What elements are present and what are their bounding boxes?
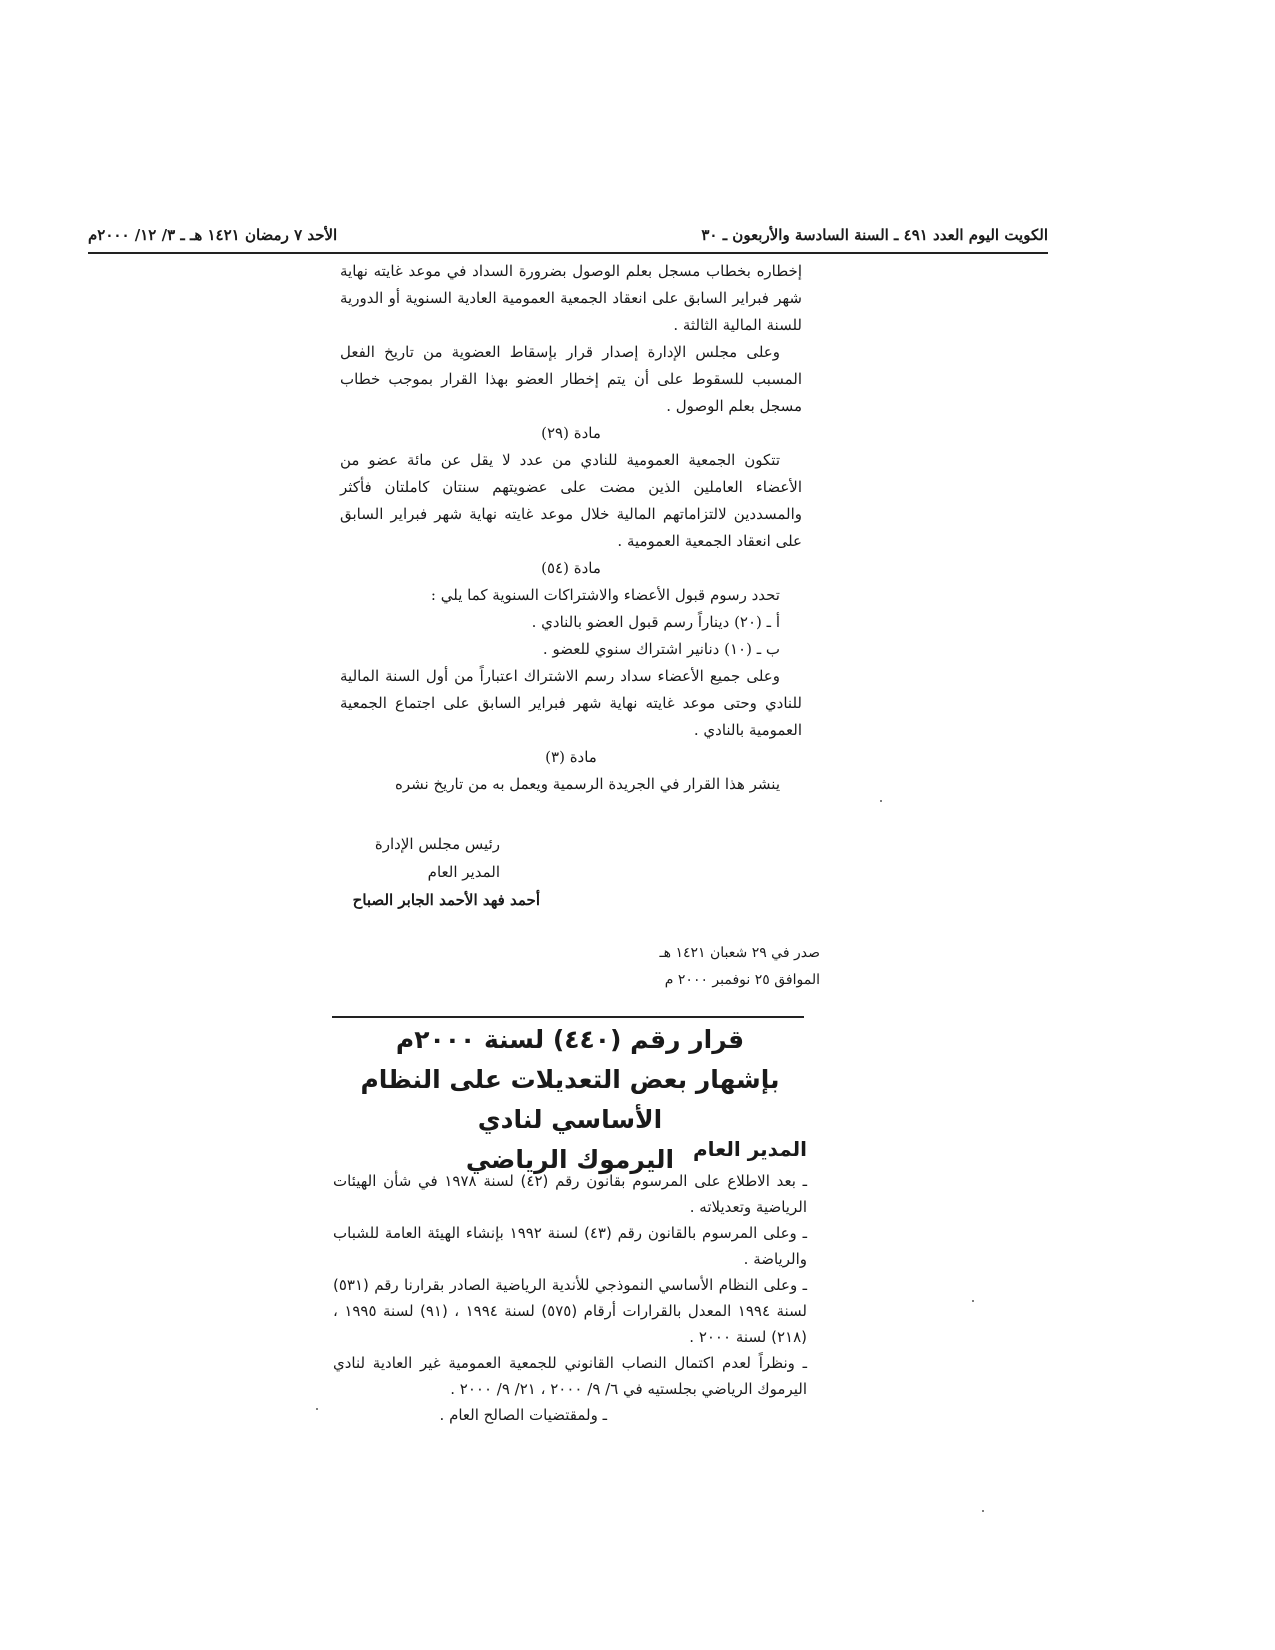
issued-hijri: صدر في ٢٩ شعبان ١٤٢١ هـ <box>659 945 820 961</box>
preamble-clause: ـ ولمقتضيات الصالح العام . <box>439 1406 607 1424</box>
decision-number: قرار رقم (٤٤٠) لسنة ٢٠٠٠م <box>395 1025 745 1054</box>
issue-date-block <box>620 940 820 994</box>
paragraph: وعلى جميع الأعضاء سداد رسم الاشتراك اعتباراً من أول السنة المالية للنادي وحتى موعد غايته نهاية شهر فبراير السابق على اجتماع الجمعية العمومية بالنادي . <box>340 667 802 739</box>
paragraph: ينشر هذا القرار في الجريدة الرسمية ويعمل به من تاريخ نشره <box>395 775 780 793</box>
preamble-clause: ـ ونظراً لعدم اكتمال النصاب القانوني للجمعية العمومية غير العادية لنادي اليرموك الرياضي بجلستيه في ٦/ ٩/ ٢٠٠٠ ، ٢١/ ٩/ ٢٠٠٠ . <box>333 1354 807 1398</box>
article-heading: مادة (٥٤) <box>541 559 601 577</box>
decision-subject: بإشهار بعض التعديلات على النظام الأساسي لنادي <box>360 1065 780 1134</box>
article-heading: مادة (٢٩) <box>541 424 601 442</box>
list-item: ب ـ (١٠) دنانير اشتراك سنوي للعضو . <box>542 640 780 658</box>
header-date: الأحد ٧ رمضان ١٤٢١ هـ ـ ٣/ ١٢/ ٢٠٠٠م <box>88 226 338 244</box>
list-item: أ ـ (٢٠) ديناراً رسم قبول العضو بالنادي . <box>531 613 780 631</box>
paragraph: تحدد رسوم قبول الأعضاء والاشتراكات السنوية كما يلي : <box>430 586 780 604</box>
signature-block <box>330 830 540 914</box>
scan-speck <box>982 1510 984 1512</box>
paragraph: إخطاره بخطاب مسجل بعلم الوصول بضرورة السداد في موعد غايته نهاية شهر فبراير السابق على انعقاد الجمعية العمومية العادية السنوية أو الدورية للسنة المالية الثالثة . <box>340 262 802 334</box>
decision-body <box>333 1132 807 1428</box>
paragraph: وعلى مجلس الإدارة إصدار قرار بإسقاط العضوية من تاريخ الفعل المسبب للسقوط على أن يتم إخطار العضو بهذا القرار بموجب خطاب مسجل بعلم الوصول . <box>340 343 803 415</box>
scan-speck <box>972 1300 974 1302</box>
article-heading: مادة (٣) <box>545 748 597 766</box>
signature-title: رئيس مجلس الإدارة <box>374 835 500 853</box>
preamble-clause: ـ بعد الاطلاع على المرسوم بقانون رقم (٤٢) لسنة ١٩٧٨ في شأن الهيئات الرياضية وتعديلاته . <box>333 1172 807 1216</box>
signature-role: المدير العام <box>427 863 500 881</box>
header-issue: الكويت اليوم العدد ٤٩١ ـ السنة السادسة والأربعون ـ ٣٠ <box>701 226 1048 244</box>
signature-name: أحمد فهد الأحمد الجابر الصباح <box>352 891 540 909</box>
preamble-clause: ـ وعلى المرسوم بالقانون رقم (٤٣) لسنة ١٩٩٢ بإنشاء الهيئة العامة للشباب والرياضة . <box>333 1224 807 1268</box>
continuation-text <box>340 258 802 798</box>
paragraph: تتكون الجمعية العمومية للنادي من عدد لا يقل عن مائة عضو من الأعضاء العاملين الذين مضت على عضويتهم سنتان كاملتان فأكثر والمسددين لالتزاماتهم المالية خلال موعد غايته نهاية شهر فبراير السابق على انعقاد الجمعية العمومية . <box>340 451 802 550</box>
scan-speck <box>316 1408 318 1410</box>
issued-gregorian: الموافق ٢٥ نوفمبر ٢٠٠٠ م <box>664 972 820 988</box>
preamble-clause: ـ وعلى النظام الأساسي النموذجي للأندية الرياضية الصادر بقرارنا رقم (٥٣١) لسنة ١٩٩٤ المعدل بالقرارات أرقام (٥٧٥) لسنة ١٩٩٤ ، (٩١) لسنة ١٩٩٥ ، (٢١٨) لسنة ٢٠٠٠ . <box>333 1276 807 1346</box>
page-header <box>88 222 1048 254</box>
decision-subject-cont: اليرموك الرياضي <box>465 1145 675 1174</box>
decision-heading: المدير العام <box>692 1137 807 1161</box>
section-divider <box>332 1016 804 1018</box>
scan-speck <box>880 800 882 802</box>
